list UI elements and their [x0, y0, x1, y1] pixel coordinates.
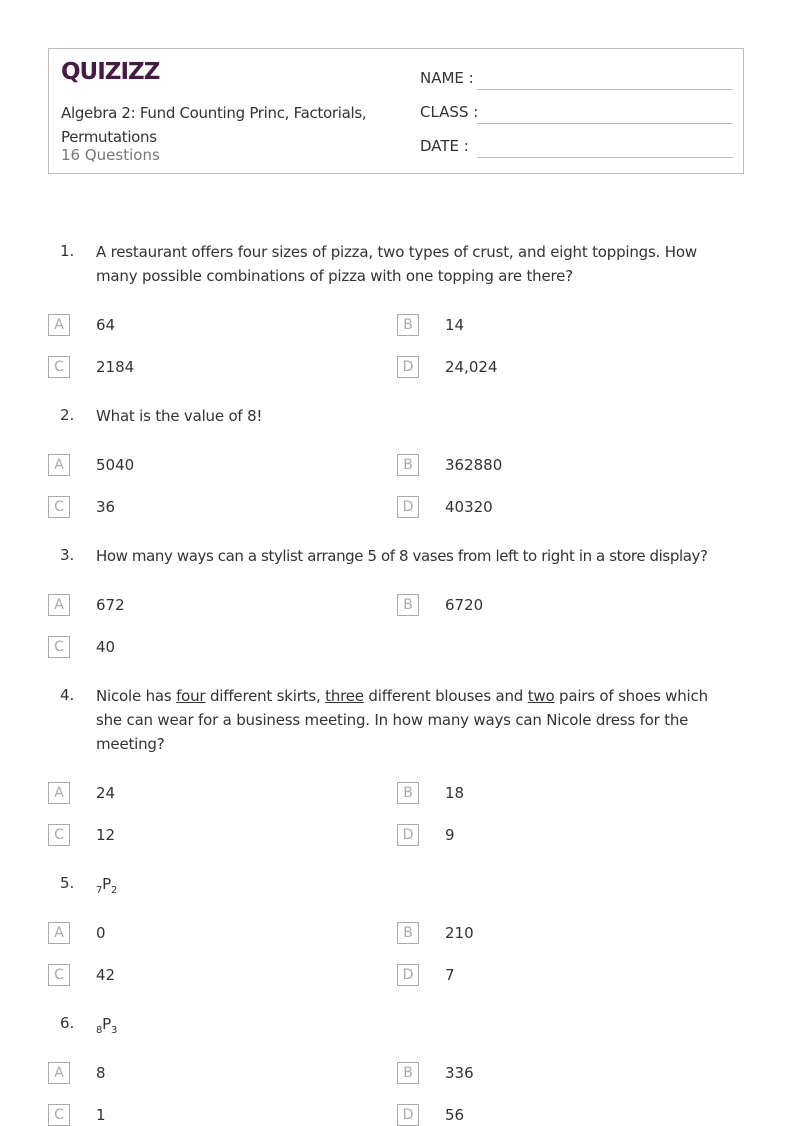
- date-label: DATE :: [420, 137, 469, 155]
- question-count: 16 Questions: [61, 146, 160, 164]
- text-segment: different skirts,: [205, 687, 326, 705]
- option-box[interactable]: A: [48, 454, 70, 476]
- option-box[interactable]: D: [397, 824, 419, 846]
- name-label: NAME :: [420, 69, 474, 87]
- underlined-term: two: [527, 687, 555, 705]
- name-field[interactable]: [477, 89, 733, 90]
- option-box[interactable]: C: [48, 824, 70, 846]
- option-box[interactable]: C: [48, 356, 70, 378]
- class-label: CLASS :: [420, 103, 479, 121]
- option-box[interactable]: D: [397, 1104, 419, 1126]
- option-box[interactable]: A: [48, 594, 70, 616]
- option-value: 40320: [445, 498, 493, 516]
- underlined-term: three: [325, 687, 364, 705]
- option-value: 672: [96, 596, 125, 614]
- text-segment: Nicole has: [96, 687, 177, 705]
- permutation-r: 2: [111, 885, 118, 896]
- option-box[interactable]: B: [397, 454, 419, 476]
- permutation-symbol: P: [102, 875, 112, 893]
- option-box[interactable]: A: [48, 1062, 70, 1084]
- option-value: 24,024: [445, 358, 498, 376]
- option-value: 14: [445, 316, 465, 334]
- option-box[interactable]: D: [397, 356, 419, 378]
- option-value: 336: [445, 1064, 474, 1082]
- option-value: 210: [445, 924, 474, 942]
- option-value: 64: [96, 316, 116, 334]
- question-number: 3.: [60, 546, 75, 564]
- option-value: 9: [445, 826, 455, 844]
- question-number: 5.: [60, 874, 75, 892]
- option-box[interactable]: D: [397, 964, 419, 986]
- option-box[interactable]: A: [48, 782, 70, 804]
- option-value: 0: [96, 924, 106, 942]
- question-text: A restaurant offers four sizes of pizza, two types of crust, and eight toppings. How many possible combinations of pizza with one topping are there?: [96, 243, 697, 285]
- option-value: 56: [445, 1106, 465, 1124]
- underlined-term: four: [176, 687, 206, 705]
- option-box[interactable]: C: [48, 1104, 70, 1126]
- permutation-n: 7: [96, 885, 103, 896]
- option-value: 40: [96, 638, 116, 656]
- permutation-n: 8: [96, 1025, 103, 1036]
- option-box[interactable]: C: [48, 636, 70, 658]
- permutation-expression: [96, 872, 736, 903]
- option-box[interactable]: B: [397, 782, 419, 804]
- option-box[interactable]: D: [397, 496, 419, 518]
- option-value: 24: [96, 784, 116, 802]
- option-value: 8: [96, 1064, 106, 1082]
- question-text: How many ways can a stylist arrange 5 of 8 vases from left to right in a store display?: [96, 547, 708, 565]
- option-box[interactable]: C: [48, 496, 70, 518]
- quizizz-logo: QUIZIZZ: [61, 59, 160, 85]
- worksheet-header: [48, 48, 744, 174]
- option-box[interactable]: B: [397, 922, 419, 944]
- text-segment: different blouses and: [363, 687, 528, 705]
- option-value: 2184: [96, 358, 135, 376]
- permutation-expression: [96, 1012, 736, 1043]
- option-value: 36: [96, 498, 116, 516]
- option-value: 362880: [445, 456, 503, 474]
- question-text: What is the value of 8!: [96, 407, 263, 425]
- worksheet-title: Algebra 2: Fund Counting Princ, Factorials, Permutations: [61, 104, 367, 146]
- option-box[interactable]: C: [48, 964, 70, 986]
- question-number: 2.: [60, 406, 75, 424]
- option-value: 7: [445, 966, 455, 984]
- permutation-symbol: P: [102, 1015, 112, 1033]
- question-number: 1.: [60, 242, 75, 260]
- option-box[interactable]: B: [397, 594, 419, 616]
- option-box[interactable]: B: [397, 314, 419, 336]
- option-value: 1: [96, 1106, 106, 1124]
- option-box[interactable]: A: [48, 922, 70, 944]
- permutation-r: 3: [111, 1025, 118, 1036]
- question-text: [96, 684, 736, 756]
- option-value: 12: [96, 826, 116, 844]
- option-value: 6720: [445, 596, 484, 614]
- option-value: 18: [445, 784, 465, 802]
- option-value: 42: [96, 966, 116, 984]
- option-value: 5040: [96, 456, 135, 474]
- question-number: 6.: [60, 1014, 75, 1032]
- option-box[interactable]: B: [397, 1062, 419, 1084]
- question-number: 4.: [60, 686, 75, 704]
- date-field[interactable]: [477, 157, 733, 158]
- class-field[interactable]: [477, 123, 733, 124]
- text-segment: pairs of shoes which she can wear for a business meeting. In how many ways can Nicole dress for the meeting?: [96, 687, 708, 753]
- option-box[interactable]: A: [48, 314, 70, 336]
